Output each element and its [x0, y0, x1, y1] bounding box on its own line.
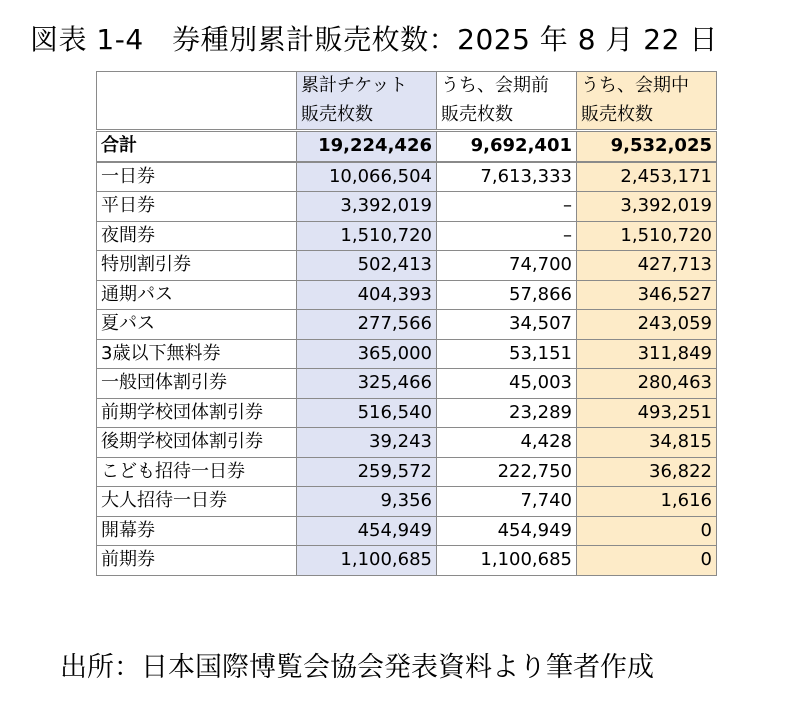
row-label: こども招待一日券	[97, 457, 297, 487]
row-label: 一日券	[97, 162, 297, 192]
cell-total: 1,100,685	[297, 546, 437, 576]
cell-during: 427,713	[577, 251, 717, 281]
cell-during: 280,463	[577, 369, 717, 399]
row-label: 夏パス	[97, 310, 297, 340]
header-corner-cell	[97, 101, 297, 131]
cell-total: 365,000	[297, 339, 437, 369]
cell-pre: 53,151	[437, 339, 577, 369]
table-row	[97, 221, 717, 251]
cell-pre: 74,700	[437, 251, 577, 281]
table-row	[97, 516, 717, 546]
cell-during: 1,616	[577, 487, 717, 517]
cell-total: 502,413	[297, 251, 437, 281]
row-label: 開幕券	[97, 516, 297, 546]
cell-during: 311,849	[577, 339, 717, 369]
cell-pre: 4,428	[437, 428, 577, 458]
table-row	[97, 162, 717, 192]
table-row	[97, 280, 717, 310]
cell-pre: 222,750	[437, 457, 577, 487]
cell-total: 454,949	[297, 516, 437, 546]
cell-during: 36,822	[577, 457, 717, 487]
cell-pre: 34,507	[437, 310, 577, 340]
row-label: 特別割引券	[97, 251, 297, 281]
cell-pre: 23,289	[437, 398, 577, 428]
row-label: 夜間券	[97, 221, 297, 251]
cell-pre: 45,003	[437, 369, 577, 399]
table-row	[97, 428, 717, 458]
cell-during: 2,453,171	[577, 162, 717, 192]
cell-total: 325,466	[297, 369, 437, 399]
cell-during: 3,392,019	[577, 192, 717, 222]
source-note: 出所：日本国際博覧会協会発表資料より筆者作成	[60, 652, 654, 683]
table-row	[97, 398, 717, 428]
cell-total: 404,393	[297, 280, 437, 310]
cell-total: 39,243	[297, 428, 437, 458]
cell-during: 0	[577, 546, 717, 576]
row-label: 通期パス	[97, 280, 297, 310]
header-corner-cell	[97, 72, 297, 101]
header-total-line2: 販売枚数	[297, 101, 437, 131]
cell-during: 493,251	[577, 398, 717, 428]
header-total-line1: 累計チケット	[297, 72, 437, 101]
cell-total: 19,224,426	[297, 131, 437, 162]
table-row	[97, 251, 717, 281]
cell-total: 1,510,720	[297, 221, 437, 251]
table-row	[97, 457, 717, 487]
cell-pre: 57,866	[437, 280, 577, 310]
table-row	[97, 192, 717, 222]
cell-during: 0	[577, 516, 717, 546]
cell-pre: 7,740	[437, 487, 577, 517]
table-row	[97, 546, 717, 576]
row-label: 前期券	[97, 546, 297, 576]
cell-during: 34,815	[577, 428, 717, 458]
header-during-line2: 販売枚数	[577, 101, 717, 131]
row-label: 一般団体割引券	[97, 369, 297, 399]
cell-total: 259,572	[297, 457, 437, 487]
table-row	[97, 487, 717, 517]
row-label: 大人招待一日券	[97, 487, 297, 517]
cell-pre: –	[437, 192, 577, 222]
cell-total: 10,066,504	[297, 162, 437, 192]
table-row	[97, 369, 717, 399]
cell-total: 277,566	[297, 310, 437, 340]
table-row	[97, 310, 717, 340]
header-during-line1: うち、会期中	[577, 72, 717, 101]
row-label: 3歳以下無料券	[97, 339, 297, 369]
table-header	[97, 72, 717, 131]
row-label: 合計	[97, 131, 297, 162]
total-row	[97, 131, 717, 162]
cell-pre: 9,692,401	[437, 131, 577, 162]
table-row	[97, 339, 717, 369]
header-pre-line2: 販売枚数	[437, 101, 577, 131]
cell-total: 516,540	[297, 398, 437, 428]
header-pre-line1: うち、会期前	[437, 72, 577, 101]
table-body	[97, 131, 717, 576]
cell-pre: 1,100,685	[437, 546, 577, 576]
figure-title: 図表 1-4 券種別累計販売枚数：2025 年 8 月 22 日	[30, 23, 718, 56]
cell-during: 346,527	[577, 280, 717, 310]
row-label: 平日券	[97, 192, 297, 222]
cell-during: 9,532,025	[577, 131, 717, 162]
cell-total: 3,392,019	[297, 192, 437, 222]
row-label: 後期学校団体割引券	[97, 428, 297, 458]
cell-pre: –	[437, 221, 577, 251]
cell-pre: 454,949	[437, 516, 577, 546]
cell-total: 9,356	[297, 487, 437, 517]
cell-during: 1,510,720	[577, 221, 717, 251]
cell-pre: 7,613,333	[437, 162, 577, 192]
ticket-sales-table	[96, 71, 717, 576]
row-label: 前期学校団体割引券	[97, 398, 297, 428]
cell-during: 243,059	[577, 310, 717, 340]
